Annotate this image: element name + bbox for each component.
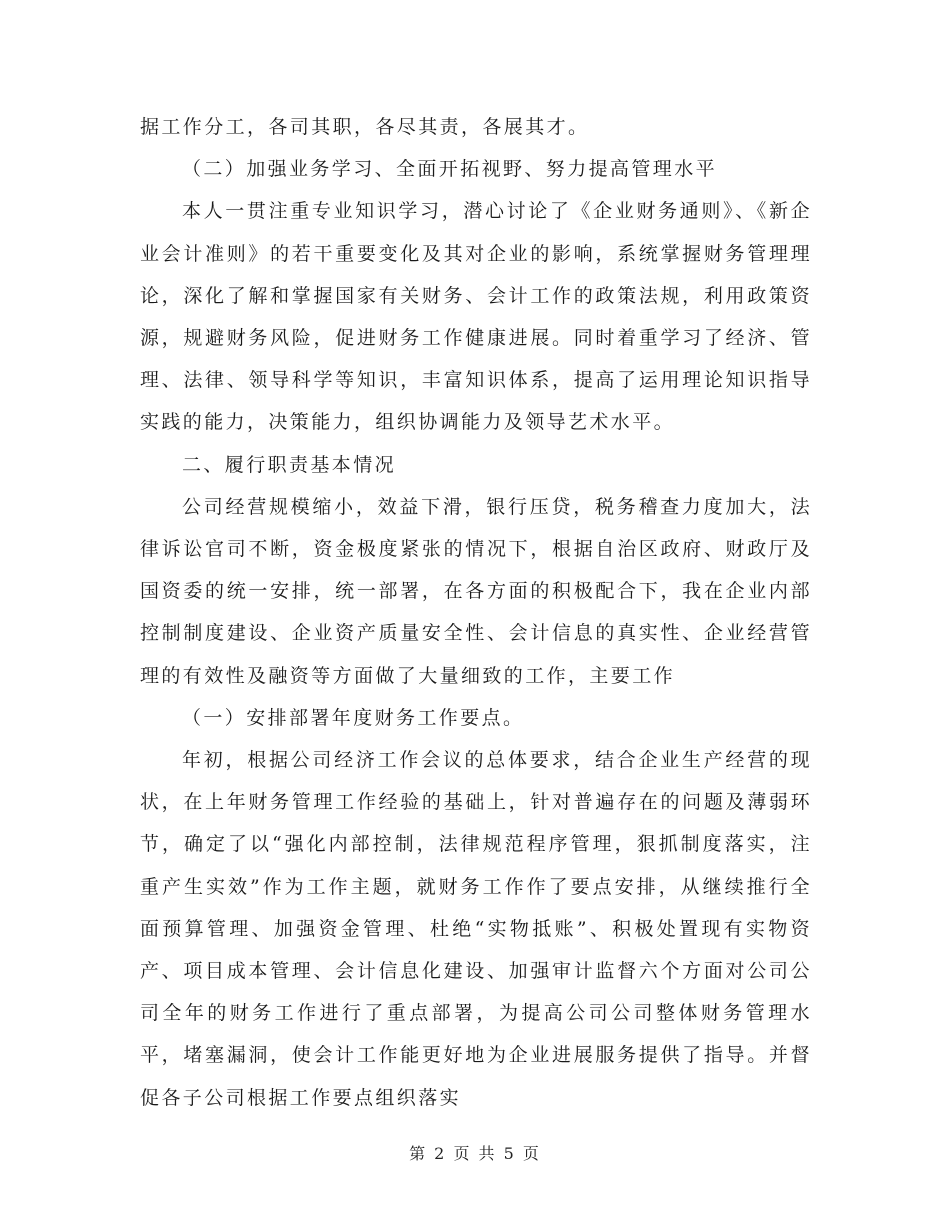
page-number-footer: 第 2 页 共 5 页	[409, 1144, 541, 1163]
paragraph-2-heading: （二）加强业务学习、全面开拓视野、努力提高管理水平	[182, 158, 718, 181]
document-body	[140, 106, 812, 1119]
paragraph-4-heading: 二、履行职责基本情况	[182, 453, 397, 476]
paragraph-5: 公司经营规模缩小，效益下滑，银行压贷，税务稽查力度加大，法律诉讼官司不断，资金极度紧张的情况下，根据自治区政府、财政厅及国资委的统一安排，统一部署，在各方面的积极配合下，我在企业内部控制制度建设、企业资产质量安全性、会计信息的真实性、企业经营管理的有效性及融资等方面做了大量细致的工作，主要工作	[140, 495, 812, 687]
paragraph-7: 年初，根据公司经济工作会议的总体要求，结合企业生产经营的现状，在上年财务管理工作经验的基础上，针对普遍存在的问题及薄弱环节，确定了以“强化内部控制，法律规范程序管理，狠抓制度落实，注重产生实效”作为工作主题，就财务工作作了要点安排，从继续推行全面预算管理、加强资金管理、杜绝“实物抵账”、积极处置现有实物资产、项目成本管理、会计信息化建设、加强审计监督六个方面对公司公司全年的财务工作进行了重点部署，为提高公司公司整体财务管理水平，堵塞漏洞，使会计工作能更好地为企业进展服务提供了指导。并督促各子公司根据工作要点组织落实	[140, 749, 812, 1109]
paragraph-3: 本人一贯注重专业知识学习，潜心讨论了《企业财务通则》、《新企业会计准则》的若干重要变化及其对企业的影响，系统掌握财务管理理论，深化了解和掌握国家有关财务、会计工作的政策法规，利用政策资源，规避财务风险，促进财务工作健康进展。同时着重学习了经济、管理、法律、领导科学等知识，丰富知识体系，提高了运用理论知识指导实践的能力，决策能力，组织协调能力及领导艺术水平。	[140, 200, 812, 434]
paragraph-1: 据工作分工，各司其职，各尽其责，各展其才。	[140, 116, 590, 138]
paragraph-6-heading: （一）安排部署年度财务工作要点。	[182, 706, 525, 729]
